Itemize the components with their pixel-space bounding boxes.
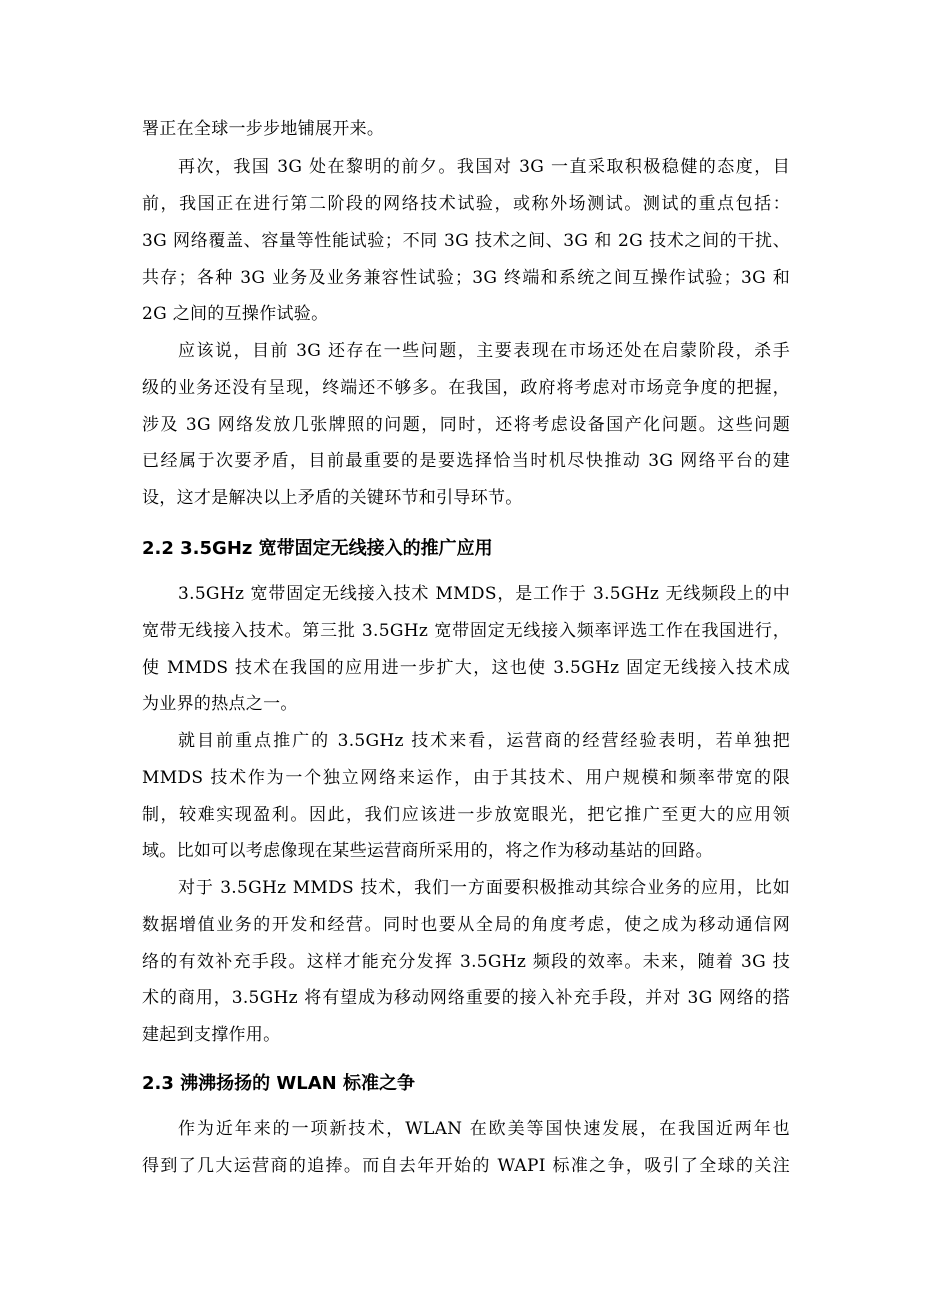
paragraph-line: MMDS 技术作为一个独立网络来运作，由于其技术、用户规模和频率带宽的限	[142, 768, 790, 788]
paragraph-line: 术的商用，3.5GHz 将有望成为移动网络重要的接入补充手段，并对 3G 网络的搭	[142, 988, 790, 1008]
paragraph-line: 3G 网络覆盖、容量等性能试验；不同 3G 技术之间、3G 和 2G 技术之间的干扰、	[142, 231, 790, 251]
paragraph-line: 域。比如可以考虑像现在某些运营商所采用的，将之作为移动基站的回路。	[142, 841, 713, 861]
paragraph-line: 制，较难实现盈利。因此，我们应该进一步放宽眼光，把它推广至更大的应用领	[142, 805, 790, 825]
paragraph-line: 络的有效补充手段。这样才能充分发挥 3.5GHz 频段的效率。未来，随着 3G 技	[142, 952, 790, 972]
paragraph-line: 对于 3.5GHz MMDS 技术，我们一方面要积极推动其综合业务的应用，比如	[178, 878, 790, 898]
paragraph-line: 已经属于次要矛盾，目前最重要的是要选择恰当时机尽快推动 3G 网络平台的建	[142, 451, 790, 471]
paragraph-line: 前，我国正在进行第二阶段的网络技术试验，或称外场测试。测试的重点包括：	[142, 194, 790, 214]
paragraph-line: 为业界的热点之一。	[142, 694, 298, 714]
paragraph-line: 建起到支撑作用。	[142, 1025, 281, 1045]
paragraph-line: 宽带无线接入技术。第三批 3.5GHz 宽带固定无线接入频率评选工作在我国进行，	[142, 621, 790, 641]
paragraph-line: 就目前重点推广的 3.5GHz 技术来看，运营商的经营经验表明，若单独把	[178, 731, 790, 751]
paragraph-line: 数据增值业务的开发和经营。同时也要从全局的角度考虑，使之成为移动通信网	[142, 915, 790, 935]
paragraph-line: 再次，我国 3G 处在黎明的前夕。我国对 3G 一直采取积极稳健的态度，目	[178, 157, 790, 177]
paragraph-line: 级的业务还没有呈现，终端还不够多。在我国，政府将考虑对市场竞争度的把握，	[142, 378, 790, 398]
paragraph-line: 得到了几大运营商的追捧。而自去年开始的 WAPI 标准之争，吸引了全球的关注	[142, 1156, 790, 1176]
paragraph-line: 设，这才是解决以上矛盾的关键环节和引导环节。	[142, 488, 523, 508]
paragraph-line: 涉及 3G 网络发放几张牌照的问题，同时，还将考虑设备国产化问题。这些问题	[142, 415, 790, 435]
paragraph-line: 使 MMDS 技术在我国的应用进一步扩大，这也使 3.5GHz 固定无线接入技术成	[142, 658, 790, 678]
section-heading: 2.3 沸沸扬扬的 WLAN 标准之争	[142, 1073, 416, 1094]
paragraph-line: 署正在全球一步步地铺展开来。	[142, 119, 385, 139]
paragraph-line: 2G 之间的互操作试验。	[142, 304, 329, 324]
paragraph-line: 3.5GHz 宽带固定无线接入技术 MMDS，是工作于 3.5GHz 无线频段上的中	[178, 584, 790, 604]
paragraph-line: 共存；各种 3G 业务及业务兼容性试验；3G 终端和系统之间互操作试验；3G 和	[142, 268, 790, 288]
section-heading: 2.2 3.5GHz 宽带固定无线接入的推广应用	[142, 538, 493, 559]
paragraph-line: 作为近年来的一项新技术，WLAN 在欧美等国快速发展，在我国近两年也	[178, 1119, 790, 1139]
paragraph-line: 应该说，目前 3G 还存在一些问题，主要表现在市场还处在启蒙阶段，杀手	[178, 341, 790, 361]
